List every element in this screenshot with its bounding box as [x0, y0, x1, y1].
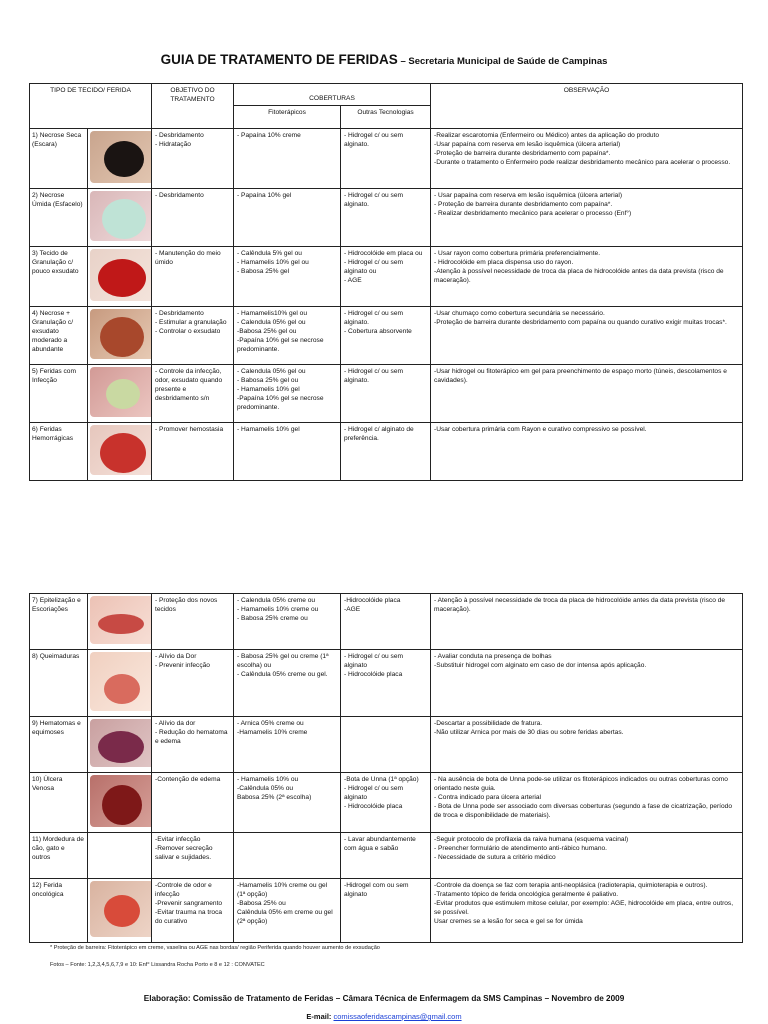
header-objective: OBJETIVO DO TRATAMENTO — [152, 84, 234, 129]
granulation-tissue-photo — [90, 249, 152, 301]
cell-line: Calêndula 05% em creme ou gel (2ª opção) — [237, 909, 333, 926]
tissue-type-label: 12) Ferida oncológica — [30, 879, 88, 943]
guide-subtitle: – Secretaria Municipal de Saúde de Campinas — [397, 56, 608, 67]
observation-cell — [431, 833, 743, 879]
cell-line: - AGE — [344, 277, 362, 285]
cell-line: - Hidrogel c/ ou sem alginato. — [344, 132, 404, 149]
wound-lesion — [98, 614, 144, 634]
cell-line: -Descartar a possibilidade de fratura. — [434, 720, 543, 727]
observation-cell — [431, 773, 743, 833]
observation-cell — [431, 307, 743, 365]
cell-line: - Papaína 10% gel — [237, 192, 292, 200]
observation-cell — [431, 650, 743, 717]
cell-line: -Controle da doença se faz com terapia anti-neoplásica (radioterapia, quimioterapia e outros). — [434, 882, 708, 889]
other-technology-cell — [341, 717, 431, 773]
observation-cell — [431, 879, 743, 943]
other-technology-cell — [341, 365, 431, 423]
cell-line: - Hidrocolóide em placa dispensa uso do rayon. — [434, 259, 574, 267]
observation-cell — [431, 189, 743, 247]
phytotherapic-cell — [234, 833, 341, 879]
cell-line: -Seguir protocolo de profilaxia da raiva humana (esquema vacinal) — [434, 836, 629, 843]
wound-image-cell — [88, 879, 152, 943]
treatment-objective-cell — [152, 717, 234, 773]
photo-credit-footnote: Fotos – Fonte: 1,2,3,4,5,6,7,9 e 10: Enf° Lissandra Rocha Porto e 8 e 12 : CONVATEC — [50, 962, 265, 968]
phytotherapic-cell — [234, 307, 341, 365]
cell-line: - Na ausência de bota de Unna pode-se utilizar os fitoterápicos indicados ou outras coberturas como orientado neste guia. — [434, 776, 728, 793]
barrier-footnote: * Proteção de barreira: Fitoterápico em creme, vaselina ou AGE nas bordas/ região Periferida quando houver aumento de exsudação — [50, 945, 380, 951]
treatment-objective-cell — [152, 879, 234, 943]
wound-image-cell — [88, 650, 152, 717]
cell-line: -Papaína 10% gel se necrose predominante. — [237, 337, 324, 354]
phytotherapic-cell — [234, 773, 341, 833]
wound-lesion — [102, 785, 142, 825]
cell-line: - Bota de Unna pode ser associado com diversas coberturas (segundo a fase de cicatrização, período de troca e disponibilidade de materiais). — [434, 803, 732, 820]
table-row — [30, 833, 743, 879]
cell-line: - Calendula 05% gel ou — [237, 368, 306, 376]
cell-line: - Alívio da Dor — [155, 653, 197, 660]
treatment-objective-cell — [152, 423, 234, 481]
cell-line: - Desbridamento — [155, 132, 204, 140]
header-phytotherapics: Fitoterápicos — [234, 106, 341, 129]
cell-line: -Controle de odor e infecção — [155, 882, 212, 899]
observation-cell — [431, 129, 743, 189]
cell-line: - Prevenir infecção — [155, 662, 210, 670]
cell-line: - Desbridamento — [155, 310, 204, 318]
cell-line: - Proteção dos novos tecidos — [155, 597, 218, 614]
table-row — [30, 423, 743, 481]
other-technology-cell — [341, 189, 431, 247]
table-row — [30, 650, 743, 717]
phytotherapic-cell — [234, 247, 341, 307]
other-technology-cell — [341, 879, 431, 943]
cell-line: - Usar papaína com reserva em lesão isquêmica (úlcera arterial) — [434, 192, 623, 200]
cell-line: - Hidrogel c/ ou sem alginato. — [344, 310, 404, 327]
hematoma-photo — [90, 719, 152, 767]
table-row — [30, 365, 743, 423]
phytotherapic-cell — [234, 129, 341, 189]
cell-line: -Hamamelis 10% creme — [237, 729, 308, 737]
other-technology-cell — [341, 833, 431, 879]
wound-lesion — [100, 433, 146, 473]
cell-line: - Hamamelis 10% gel — [237, 426, 300, 434]
treatment-table-top — [29, 83, 743, 481]
cell-line: - Controlar o exsudato — [155, 328, 221, 336]
cell-line: - Hidrogel c/ ou sem alginato — [344, 785, 403, 802]
cell-line: - Hamamelis10% gel ou — [237, 310, 308, 318]
cell-line: - Calendula 05% creme ou — [237, 597, 316, 604]
header-observation: OBSERVAÇÃO — [431, 84, 743, 129]
cell-line: -AGE — [344, 606, 361, 614]
phytotherapic-cell — [234, 650, 341, 717]
cell-line: -Calêndula 05% ou — [237, 785, 294, 793]
treatment-table-bottom — [29, 593, 743, 943]
cell-line: - Hamamelis 10% gel ou — [237, 259, 309, 267]
page-title — [0, 52, 768, 67]
cell-line: - Calêndula 05% creme ou gel. — [237, 671, 328, 679]
cell-line: -Papaína 10% gel se necrose predominante. — [237, 395, 324, 412]
cell-line: -Proteção de barreira durante desbridamento com papaína ou quando curativo exigir muitas trocas*. — [434, 319, 727, 327]
wound-lesion — [106, 379, 140, 409]
cell-line: -Remover secreção salivar e sujidades. — [155, 845, 213, 862]
tissue-type-label: 1) Necrose Seca (Escara) — [30, 129, 88, 189]
phytotherapic-cell — [234, 189, 341, 247]
cell-line: - Calêndula 5% gel ou — [237, 250, 302, 258]
cell-line: - Hidratação — [155, 141, 191, 149]
observation-cell — [431, 423, 743, 481]
tissue-type-label: 9) Hematomas e equimoses — [30, 717, 88, 773]
tissue-type-label: 5) Feridas com Infecção — [30, 365, 88, 423]
table-row — [30, 129, 743, 189]
tissue-type-label: 8) Queimaduras — [30, 650, 88, 717]
cell-line: - Desbridamento — [155, 192, 204, 200]
wound-image-cell — [88, 307, 152, 365]
cell-line: - Realizar desbridamento mecânico para acelerar o processo (Enf°) — [434, 210, 632, 218]
wet-necrosis-wound-photo — [90, 191, 152, 241]
wound-image-cell — [88, 773, 152, 833]
cell-line: -Proteção de barreira durante desbridamento com papaína*. — [434, 150, 611, 158]
wound-lesion — [104, 895, 140, 927]
cell-line: - Hidrocolóide placa — [344, 671, 403, 679]
burn-child-photo — [90, 652, 152, 711]
tissue-type-label: 3) Tecido de Granulação c/ pouco exsudato — [30, 247, 88, 307]
cell-line: -Evitar trauma na troca do curativo — [155, 909, 223, 926]
authorship-credit: Elaboração: Comissão de Tratamento de Feridas – Câmara Técnica de Enfermagem da SMS Campinas – Novembro de 2009 — [143, 994, 625, 1003]
observation-cell — [431, 365, 743, 423]
cell-line: - Hidrocolóide em placa ou — [344, 250, 423, 258]
tissue-type-label: 6) Feridas Hemorrágicas — [30, 423, 88, 481]
table-row — [30, 773, 743, 833]
observation-cell — [431, 247, 743, 307]
observation-cell — [431, 717, 743, 773]
treatment-objective-cell — [152, 594, 234, 650]
cell-line: - Controle da infecção, odor, exsudato quando presente e desbridamento s/n — [155, 368, 223, 403]
cell-line: - Contra indicado para úlcera arterial — [434, 794, 542, 802]
venous-ulcer-photo — [90, 775, 152, 827]
tissue-type-label: 10) Úlcera Venosa — [30, 773, 88, 833]
cell-line: - Papaína 10% creme — [237, 132, 301, 140]
cell-line: - Usar rayon como cobertura primária preferencialmente. — [434, 250, 601, 258]
cell-line: - Hidrocolóide placa — [344, 803, 403, 811]
cell-line: -Tratamento tópico de ferida oncológica geralmente é paliativo. — [434, 891, 619, 899]
tissue-type-label: 4) Necrose + Granulação c/ exsudato moderado a abundante — [30, 307, 88, 365]
wound-lesion — [98, 731, 144, 763]
cell-line: - Avaliar conduta na presença de bolhas — [434, 653, 552, 660]
wound-lesion — [102, 199, 146, 239]
cell-line: - Cobertura absorvente — [344, 328, 412, 336]
treatment-rows-bottom — [30, 594, 743, 943]
cell-line: - Hidrogel c/ ou sem alginato ou — [344, 259, 404, 276]
oncologic-wound-photo — [90, 881, 152, 937]
cell-line: -Evitar produtos que estimulem mitose celular, por exemplo: AGE, hidrocolóide em placa, entre outros, se possível. — [434, 900, 734, 917]
cell-line: - Hidrogel c/ ou sem alginato. — [344, 192, 404, 209]
cell-line: - Hamamelis 10% creme ou — [237, 606, 319, 614]
wound-image-cell — [88, 365, 152, 423]
cell-line: - Redução do hematoma e edema — [155, 729, 228, 746]
cell-line: -Não utilizar Arnica por mais de 30 dias ou sobre feridas abertas. — [434, 729, 624, 737]
treatment-objective-cell — [152, 307, 234, 365]
cell-line: -Contenção de edema — [155, 776, 221, 783]
phytotherapic-cell — [234, 879, 341, 943]
cell-line: -Hidrogel com ou sem alginato — [344, 882, 409, 899]
cell-line: - Lavar abundantemente com água e sabão — [344, 836, 416, 853]
treatment-objective-cell — [152, 773, 234, 833]
cell-line: -Bota de Unna (1ª opção) — [344, 776, 419, 783]
cell-line: - Babosa 25% gel ou creme (1ª escolha) ou — [237, 653, 329, 670]
observation-cell — [431, 594, 743, 650]
treatment-objective-cell — [152, 833, 234, 879]
cell-line: - Arnica 05% creme ou — [237, 720, 304, 727]
wound-lesion — [98, 259, 146, 297]
cell-line: -Usar chumaço como cobertura secundária se necessário. — [434, 310, 605, 318]
cell-line: - Babosa 25% creme ou — [237, 615, 308, 623]
cell-line: -Prevenir sangramento — [155, 900, 223, 908]
cell-line: -Usar hidrogel ou fitoterápico em gel para preenchimento de espaço morto (túneis, descolamentos e cavidades). — [434, 368, 727, 385]
treatment-objective-cell — [152, 189, 234, 247]
cell-line: - Alívio da dor — [155, 720, 196, 727]
cell-line: Usar cremes se a lesão for seca e gel se for úmida — [434, 918, 583, 926]
cell-line: - Hidrogel c/ ou sem alginato. — [344, 368, 404, 385]
cell-line: - Hamamelis 10% gel — [237, 386, 300, 394]
phytotherapic-cell — [234, 717, 341, 773]
other-technology-cell — [341, 650, 431, 717]
cell-line: - Preencher formulário de atendimento anti-rábico humano. — [434, 845, 607, 853]
tissue-type-label: 7) Epitelização e Escoriações — [30, 594, 88, 650]
other-technology-cell — [341, 247, 431, 307]
epithelialization-photo — [90, 596, 152, 644]
other-technology-cell — [341, 594, 431, 650]
hemorrhagic-wound-photo — [90, 425, 152, 475]
wound-image-cell — [88, 423, 152, 481]
treatment-rows-top — [30, 129, 743, 481]
cell-line: - Hidrogel c/ alginato de preferência. — [344, 426, 414, 443]
cell-line: -Atenção à possível necessidade de troca da placa de hidrocolóide antes da data prevista (risco de maceração). — [434, 268, 724, 285]
cell-line: -Substituir hidrogel com alginato em caso de dor intensa após aplicação. — [434, 662, 647, 670]
table-row — [30, 307, 743, 365]
wound-lesion — [104, 141, 144, 177]
wound-image-cell — [88, 189, 152, 247]
cell-line: -Babosa 25% ou — [237, 900, 286, 908]
cell-line: -Durante o tratamento o Enfermeiro pode realizar desbridamento mecânico para acelerar o processo. — [434, 159, 731, 167]
phytotherapic-cell — [234, 365, 341, 423]
treatment-objective-cell — [152, 650, 234, 717]
cell-line: - Proteção de barreira durante desbridamento com papaína*. — [434, 201, 613, 209]
header-other-technologies: Outras Tecnologias — [341, 106, 431, 129]
cell-line: - Necessidade de sutura a critério médico — [434, 854, 556, 862]
cell-line: -Realizar escarotomia (Enfermeiro ou Médico) antes da aplicação do produto — [434, 132, 660, 140]
phytotherapic-cell — [234, 594, 341, 650]
table-row — [30, 717, 743, 773]
table-row — [30, 594, 743, 650]
table-row — [30, 879, 743, 943]
cell-line: - Atenção à possível necessidade de troca da placa de hidrocolóide antes da data prevista (risco de maceração). — [434, 597, 726, 614]
cell-line: - Promover hemostasia — [155, 426, 224, 434]
cell-line: - Babosa 25% gel — [237, 268, 290, 276]
table-row — [30, 247, 743, 307]
treatment-objective-cell — [152, 365, 234, 423]
cell-line: - Estimular a granulação — [155, 319, 227, 327]
email-link[interactable]: comissaoferidascampinas@gmail.com — [333, 1012, 462, 1021]
other-technology-cell — [341, 773, 431, 833]
cell-line: - Calendula 05% gel ou — [237, 319, 306, 327]
header-tissue-type: TIPO DE TECIDO/ FERIDA — [30, 84, 152, 129]
tissue-type-label: 2) Necrose Úmida (Esfacelo) — [30, 189, 88, 247]
wound-image-cell — [88, 833, 152, 879]
cell-line: - Babosa 25% gel ou — [237, 377, 299, 385]
treatment-objective-cell — [152, 247, 234, 307]
other-technology-cell — [341, 307, 431, 365]
dry-necrosis-wound-photo — [90, 131, 152, 183]
contact-email — [0, 1012, 768, 1021]
wound-image-cell — [88, 594, 152, 650]
cell-line: -Usar papaína com reserva em lesão isquêmica (úlcera arterial) — [434, 141, 621, 149]
header-coverings: COBERTURAS — [234, 84, 431, 106]
infected-wound-photo — [90, 367, 152, 417]
tissue-type-label: 11) Mordedura de cão, gato e outros — [30, 833, 88, 879]
cell-line: -Hidrocolóide placa — [344, 597, 401, 604]
mixed-necrosis-granulation-photo — [90, 309, 152, 359]
cell-line: -Babosa 25% gel ou — [237, 328, 297, 336]
email-label: E-mail: — [306, 1012, 334, 1021]
treatment-objective-cell — [152, 129, 234, 189]
other-technology-cell — [341, 423, 431, 481]
cell-line: -Hamamelis 10% creme ou gel (1ª opção) — [237, 882, 328, 899]
guide-title: GUIA DE TRATAMENTO DE FERIDAS — [160, 52, 398, 67]
cell-line: -Evitar infecção — [155, 836, 201, 843]
wound-lesion — [104, 674, 140, 704]
wound-image-cell — [88, 717, 152, 773]
wound-image-cell — [88, 129, 152, 189]
phytotherapic-cell — [234, 423, 341, 481]
cell-line: - Manutenção do meio úmido — [155, 250, 221, 267]
cell-line: - Hamamelis 10% ou — [237, 776, 299, 783]
cell-line: -Usar cobertura primária com Rayon e curativo compressivo se possível. — [434, 426, 647, 434]
wound-image-cell — [88, 247, 152, 307]
wound-lesion — [100, 317, 144, 357]
cell-line: Babosa 25% (2ª escolha) — [237, 794, 312, 802]
other-technology-cell — [341, 129, 431, 189]
cell-line: - Hidrogel c/ ou sem alginato — [344, 653, 403, 670]
table-row — [30, 189, 743, 247]
